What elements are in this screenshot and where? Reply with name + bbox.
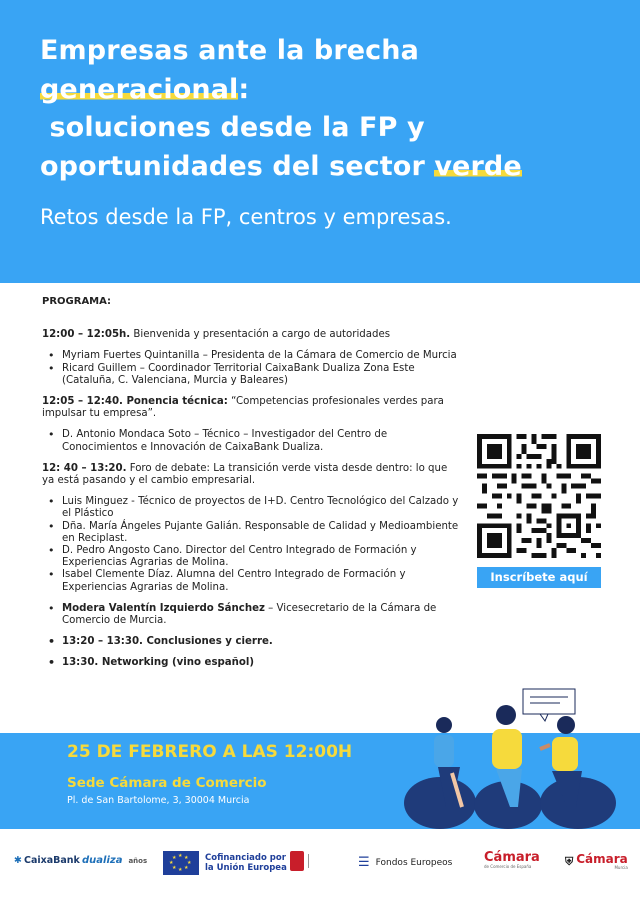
program-slot-ponencia xyxy=(42,396,462,454)
event-address: Pl. de San Bartolome, 3, 30004 Murcia xyxy=(67,795,250,806)
slot-line: 12:05 – 12:40. Ponencia técnica: “Competencias profesionales verdes para impulsar tu empresa”. xyxy=(42,396,444,420)
camara-murcia-logo: ⛨ Cámara Murcia xyxy=(565,852,628,870)
caixabank-logo: ✱ CaixaBank xyxy=(14,855,80,866)
event-title xyxy=(40,32,620,186)
title-highlight-verde: verde xyxy=(434,150,522,182)
list-item: • Dña. María Ángeles Pujante Galián. Responsable de Calidad y Medioambiente en Reciplast. xyxy=(42,521,462,545)
program-heading: PROGRAMA: xyxy=(42,296,112,307)
list-item: • Isabel Clemente Díaz. Alumna del Centro Integrado de Formación y Experiencias Agrarias de Molina. xyxy=(42,569,462,593)
sponsor-logos xyxy=(0,829,640,905)
closing-item: • 13:20 – 13:30. Conclusiones y cierre. xyxy=(42,636,462,648)
qr-code-icon xyxy=(477,434,601,558)
camara-espana-logo: Cámara de Comercio de España xyxy=(484,850,540,869)
fondos-europeos-logo: ☰ Fondos Europeos xyxy=(358,855,453,870)
speaker-list xyxy=(42,429,462,453)
eu-stars-icon: ☰ xyxy=(358,855,370,870)
crest-icon: ⛨ xyxy=(565,854,574,868)
speaker-list xyxy=(42,496,462,594)
list-item: • D. Antonio Mondaca Soto – Técnico – Investigador del Centro de Conocimientos e Innovación de CaixaBank Dualiza. xyxy=(42,429,462,453)
program-slot-foro xyxy=(42,463,462,594)
dualiza-logo: dualiza años xyxy=(82,855,148,866)
list-item: • Myriam Fuertes Quintanilla – Presidenta de la Cámara de Comercio de Murcia xyxy=(42,350,462,362)
speaker-list xyxy=(42,350,462,387)
people-talking-illustration xyxy=(400,685,625,829)
program-slot-welcome xyxy=(42,329,462,387)
closing-list xyxy=(42,603,462,670)
eu-flag-icon: ★ ★ ★ ★ ★ ★ ★ ★ xyxy=(163,851,199,875)
event-date: 25 DE FEBRERO A LAS 12:00H xyxy=(67,742,353,762)
title-line-4: oportunidades del sector verde xyxy=(40,150,522,182)
title-line-2: generacional: xyxy=(40,73,250,105)
program-section xyxy=(42,296,462,679)
title-line-3: soluciones desde la FP y xyxy=(40,112,425,143)
title-highlight-generacional: generacional xyxy=(40,73,239,105)
networking-item: • 13:30. Networking (vino español) xyxy=(42,657,462,669)
slot-line: 12: 40 – 13:20. Foro de debate: La transición verde vista desde dentro: lo que ya está pasando y el cambio empresarial. xyxy=(42,462,448,487)
list-item: • Luis Minguez - Técnico de proyectos de I+D. Centro Tecnológico del Calzado y el Plástico xyxy=(42,496,462,520)
list-item: • D. Pedro Angosto Cano. Director del Centro Integrado de Formación y Experiencias Agrarias de Molina. xyxy=(42,545,462,569)
title-line-1: Empresas ante la brecha xyxy=(40,35,419,66)
eu-cofinancing-logo: ★ ★ ★ ★ ★ ★ ★ ★ Cofinanciado por la Unión Europea xyxy=(163,851,287,875)
event-subtitle: Retos desde la FP, centros y empresas. xyxy=(40,205,452,229)
register-button[interactable]: Inscríbete aquí xyxy=(477,567,601,588)
event-venue: Sede Cámara de Comercio xyxy=(67,775,267,791)
moderator-item: • Modera Valentín Izquierdo Sánchez – Vicesecretario de la Cámara de Comercio de Murcia. xyxy=(42,603,462,627)
list-item: • Ricard Guillem – Coordinador Territorial CaixaBank Dualiza Zona Este (Cataluña, C. Valenciana, Murcia y Baleares) xyxy=(42,363,462,387)
slot-line: 12:00 – 12:05h. Bienvenida y presentación a cargo de autoridades xyxy=(42,329,391,341)
star-icon: ✱ xyxy=(14,855,22,866)
registration-qr-code[interactable] xyxy=(477,434,601,558)
government-of-spain-logo xyxy=(290,851,334,871)
